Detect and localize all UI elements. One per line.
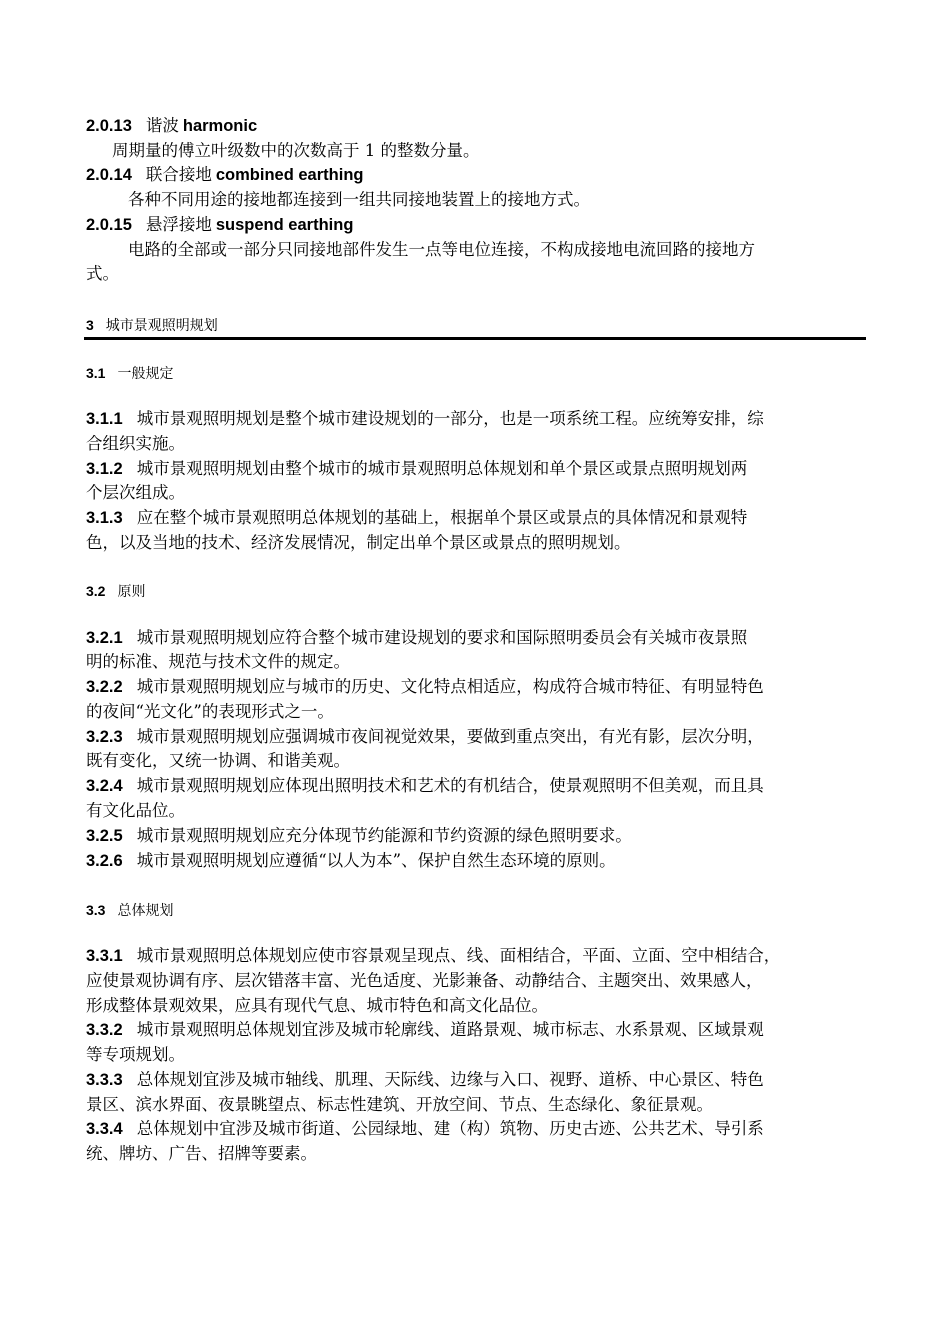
clause — [86, 507, 866, 529]
clause-continued: 统、牌坊、广告、招牌等要素。 — [86, 1144, 317, 1163]
clause-number: 3.2.6 — [86, 852, 123, 870]
section-title: 原则 — [117, 584, 146, 600]
clause-number: 3.1.3 — [86, 509, 123, 527]
clause — [86, 726, 866, 748]
clause-text: 城市景观照明规划应与城市的历史、文化特点相适应，构成符合城市特征、有明显特色 — [136, 677, 764, 696]
section-title: 一般规定 — [117, 366, 174, 382]
clause-number: 3.1.1 — [86, 410, 123, 428]
term-definition-continued: 式。 — [86, 264, 119, 283]
section-title: 总体规划 — [117, 903, 174, 919]
clause-continued: 明的标准、规范与技术文件的规定。 — [86, 652, 350, 671]
section-number: 3.2 — [86, 583, 106, 599]
clause — [86, 850, 866, 872]
section-number: 3.1 — [86, 365, 106, 381]
section-heading — [86, 363, 173, 384]
term-zh: 谐波 — [145, 116, 179, 135]
clause-continued: 色，以及当地的技术、经济发展情况，制定出单个景区或景点的照明规划。 — [86, 533, 631, 552]
clause-text: 城市景观照明规划应体现出照明技术和艺术的有机结合，使景观照明不但美观，而且具 — [136, 776, 764, 795]
chapter-rule — [84, 337, 866, 340]
clause — [86, 408, 866, 430]
clause-text: 总体规划宜涉及城市轴线、肌理、天际线、边缘与入口、视野、道桥、中心景区、特色 — [136, 1070, 764, 1089]
term-number: 2.0.13 — [86, 117, 132, 135]
clause-text: 城市景观照明总体规划应使市容景观呈现点、线、面相结合，平面、立面、空中相结合， — [136, 946, 781, 965]
clause-text: 城市景观照明规划应强调城市夜间视觉效果，要做到重点突出，有光有影，层次分明， — [136, 727, 764, 746]
clause — [86, 458, 866, 480]
term-number: 2.0.15 — [86, 216, 132, 234]
clause — [86, 775, 866, 797]
term-number: 2.0.14 — [86, 166, 132, 184]
clause-continued: 应使景观协调有序、层次错落丰富、光色适度、光影兼备、动静结合、主题突出、效果感人， — [86, 971, 763, 990]
term-en: suspend earthing — [215, 216, 354, 234]
clause-number: 3.2.5 — [86, 827, 123, 845]
clause-number: 3.2.1 — [86, 629, 123, 647]
clause-continued: 既有变化，又统一协调、和谐美观。 — [86, 751, 350, 770]
clause-text: 应在整个城市景观照明总体规划的基础上，根据单个景区或景点的具体情况和景观特 — [136, 508, 748, 527]
clause-continued: 合组织实施。 — [86, 434, 185, 453]
chapter-heading — [86, 315, 218, 336]
clause-text: 城市景观照明规划是整个城市建设规划的一部分，也是一项系统工程。应统筹安排，综 — [136, 409, 764, 428]
clause — [86, 825, 866, 847]
clause-number: 3.3.3 — [86, 1071, 123, 1089]
clause — [86, 1019, 866, 1041]
clause — [86, 627, 866, 649]
chapter-title: 城市景观照明规划 — [105, 318, 218, 334]
clause-text: 城市景观照明总体规划宜涉及城市轮廓线、道路景观、城市标志、水系景观、区域景观 — [136, 1020, 764, 1039]
clause-text: 总体规划中宜涉及城市街道、公园绿地、建（构）筑物、历史古迹、公共艺术、导引系 — [136, 1119, 764, 1138]
clause-number: 3.2.3 — [86, 728, 123, 746]
clause-continued: 个层次组成。 — [86, 483, 185, 502]
term-en: combined earthing — [215, 166, 364, 184]
term-definition: 各种不同用途的接地都连接到一组共同接地装置上的接地方式。 — [128, 190, 590, 209]
clause-continued: 景区、滨水界面、夜景眺望点、标志性建筑、开放空间、节点、生态绿化、象征景观。 — [86, 1095, 713, 1114]
chapter-number: 3 — [86, 317, 94, 333]
clause-text: 城市景观照明规划应遵循“以人为本”、保护自然生态环境的原则。 — [136, 851, 616, 870]
term-definition: 电路的全部或一部分只同接地部件发生一点等电位连接，不构成接地电流回路的接地方 — [128, 240, 755, 259]
clause-continued: 有文化品位。 — [86, 801, 185, 820]
term-zh: 联合接地 — [145, 165, 212, 184]
term-en: harmonic — [182, 117, 258, 135]
term-definition: 周期量的傅立叶级数中的次数高于 1 的整数分量。 — [112, 141, 480, 160]
clause-continued: 形成整体景观效果，应具有现代气息、城市特色和高文化品位。 — [86, 996, 548, 1015]
clause-continued: 的夜间“光文化”的表现形式之一。 — [86, 702, 334, 721]
clause-continued: 等专项规划。 — [86, 1045, 185, 1064]
term-heading — [86, 214, 866, 236]
term-heading — [86, 115, 866, 137]
clause-text: 城市景观照明规划应充分体现节约能源和节约资源的绿色照明要求。 — [136, 826, 632, 845]
clause-number: 3.3.4 — [86, 1120, 123, 1138]
clause-number: 3.3.2 — [86, 1021, 123, 1039]
section-number: 3.3 — [86, 902, 106, 918]
clause — [86, 1069, 866, 1091]
clause-number: 3.2.4 — [86, 777, 123, 795]
clause-number: 3.1.2 — [86, 460, 123, 478]
term-heading — [86, 164, 866, 186]
clause-number: 3.2.2 — [86, 678, 123, 696]
clause-text: 城市景观照明规划应符合整个城市建设规划的要求和国际照明委员会有关城市夜景照 — [136, 628, 748, 647]
section-heading — [86, 900, 173, 921]
section-heading — [86, 581, 145, 602]
clause-number: 3.3.1 — [86, 947, 123, 965]
term-zh: 悬浮接地 — [145, 215, 212, 234]
clause — [86, 945, 866, 967]
clause-text: 城市景观照明规划由整个城市的城市景观照明总体规划和单个景区或景点照明规划两 — [136, 459, 748, 478]
clause — [86, 676, 866, 698]
clause — [86, 1118, 866, 1140]
